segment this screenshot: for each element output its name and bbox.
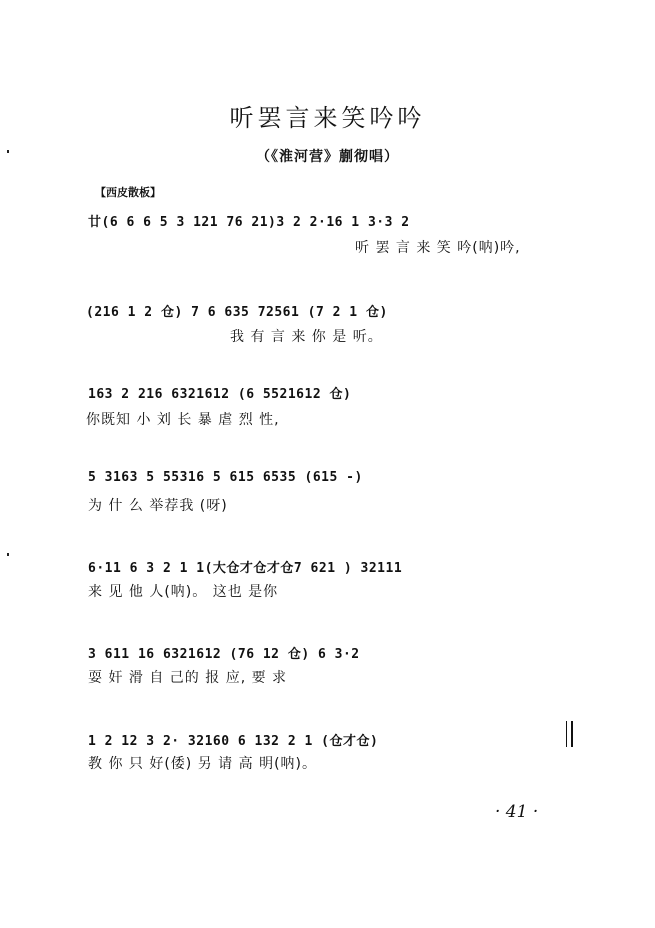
notation-line: 5 3163 5 55316 5 615 6535 (615 -) <box>88 470 363 485</box>
notation-line: (216 1 2 仓) 7 6 635 72561 (7 2 1 仓) <box>86 305 388 320</box>
lyrics-line: 你既知 小 刘 长 暴 虐 烈 性, <box>86 412 280 428</box>
page-number: · 41 · <box>495 802 539 822</box>
page-subtitle: （《淮河营》蒯彻唱） <box>256 149 399 165</box>
notation-line: 1 2 12 3 2· 32160 6 132 2 1 (仓才仓) <box>88 734 379 749</box>
lyrics-line: 教 你 只 好(倭) 另 请 高 明(呐)。 <box>88 756 317 772</box>
notation-line: 3 611 16 6321612 (76 12 仓) 6 3·2 <box>88 647 360 662</box>
notation-line: 6·11 6 3 2 1 1(大仓才仓才仓7 621 ) 32111 <box>88 561 403 576</box>
lyrics-line: 为 什 么 举荐我 (呀) <box>88 498 228 514</box>
page-title: 听罢言来笑吟吟 <box>229 104 426 132</box>
lyrics-line: 来 见 他 人(呐)。 这也 是你 <box>88 584 279 600</box>
notation-line: 163 2 216 6321612 (6 5521612 仓) <box>88 387 352 402</box>
lyrics-line: 我 有 言 来 你 是 听。 <box>230 329 383 345</box>
section-label: 【西皮散板】 <box>95 186 161 199</box>
notation-line: 廿(6 6 6 5 3 121 76 21)3 2 2·16 1 3·3 2 <box>88 215 410 230</box>
scan-mark <box>7 553 9 556</box>
scan-mark <box>7 150 9 153</box>
final-barline-thin <box>566 721 567 747</box>
lyrics-line: 听 罢 言 来 笑 吟(呐)吟, <box>355 240 521 256</box>
final-barline-thick <box>571 721 573 747</box>
lyrics-line: 耍 奸 滑 自 己的 报 应, 要 求 <box>88 670 288 686</box>
